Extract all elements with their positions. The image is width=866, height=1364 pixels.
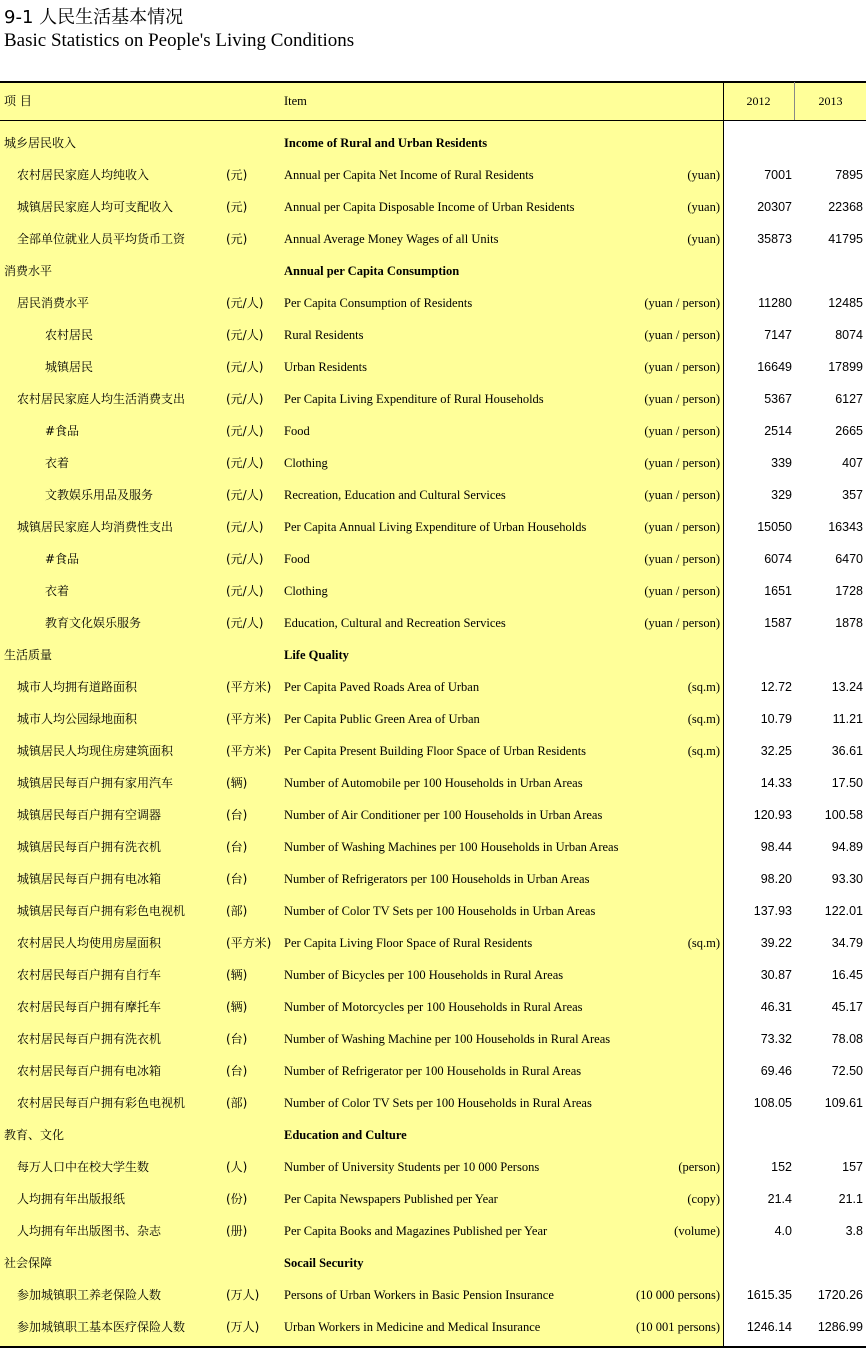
row-unit-en: (yuan / person) (644, 552, 720, 566)
row-label-en: Number of Bicycles per 100 Households in Rural Areas (284, 968, 564, 982)
value-2012: 21.4 (767, 1192, 792, 1206)
table-row (0, 1087, 866, 1119)
value-2012: 137.93 (753, 904, 792, 918)
value-2013: 94.89 (831, 840, 863, 854)
row-unit-en: (10 001 persons) (635, 1320, 720, 1334)
row-label-en: Annual per Capita Disposable Income of Urban Residents (284, 200, 575, 214)
row-unit-zh: (元/人) (226, 616, 264, 630)
row-unit-zh: (元/人) (226, 360, 264, 374)
table-row (0, 223, 866, 255)
row-label-zh: 城镇居民 (45, 360, 94, 374)
row-label-zh: 城镇居民人均现住房建筑面积 (17, 744, 174, 758)
value-2012: 98.20 (760, 872, 792, 886)
row-unit-en: (sq.m) (687, 712, 720, 726)
row-label-zh: 农村居民家庭人均纯收入 (17, 168, 150, 182)
table-row (0, 543, 866, 575)
row-unit-zh: (辆) (226, 968, 248, 982)
value-2013: 8074 (835, 328, 863, 342)
row-unit-en: (yuan) (687, 168, 720, 182)
table-row (0, 799, 866, 831)
value-2012: 39.22 (760, 936, 792, 950)
row-unit-en: (yuan / person) (644, 456, 720, 470)
table-row (0, 639, 866, 671)
row-label-zh: 城镇居民每百户拥有彩色电视机 (17, 904, 186, 918)
row-unit-zh: (元) (226, 200, 248, 214)
header-item-zh: 项 目 (4, 94, 32, 108)
value-2012: 4.0 (774, 1224, 792, 1238)
table-row (0, 1311, 866, 1343)
value-2012: 1587 (764, 616, 792, 630)
row-unit-en: (yuan / person) (644, 616, 720, 630)
row-label-zh: #食品 (45, 424, 80, 438)
row-unit-zh: (元/人) (226, 456, 264, 470)
value-2012: 329 (771, 488, 792, 502)
row-label-en: Socail Security (284, 1256, 364, 1270)
row-label-zh: 衣着 (45, 584, 70, 598)
table-row (0, 959, 866, 991)
value-2012: 30.87 (760, 968, 792, 982)
table-row (0, 511, 866, 543)
value-2013: 100.58 (824, 808, 863, 822)
row-unit-zh: (部) (226, 904, 248, 918)
value-2013: 157 (842, 1160, 863, 1174)
value-2012: 152 (771, 1160, 792, 1174)
row-label-en: Per Capita Annual Living Expenditure of Urban Households (284, 520, 587, 534)
row-label-zh: 城镇居民每百户拥有空调器 (17, 808, 162, 822)
row-unit-zh: (万人) (226, 1320, 260, 1334)
value-2012: 46.31 (760, 1000, 792, 1014)
row-label-zh: 农村居民每百户拥有摩托车 (17, 1000, 162, 1014)
table-row (0, 863, 866, 895)
row-label-zh: 城市人均公园绿地面积 (17, 712, 138, 726)
table-row (0, 191, 866, 223)
value-2013: 7895 (835, 168, 863, 182)
row-label-zh: 全部单位就业人员平均货币工资 (17, 232, 186, 246)
row-label-en: Number of Washing Machine per 100 Households in Rural Areas (284, 1032, 611, 1046)
row-label-zh: 教育、文化 (4, 1128, 65, 1142)
row-label-zh: 农村居民人均使用房屋面积 (17, 936, 162, 950)
row-label-en: Annual per Capita Net Income of Rural Residents (284, 168, 534, 182)
row-label-en: Number of University Students per 10 000 Persons (284, 1160, 540, 1174)
value-2012: 69.46 (760, 1064, 792, 1078)
row-unit-zh: (辆) (226, 776, 248, 790)
value-2013: 12485 (828, 296, 863, 310)
row-label-en: Urban Residents (284, 360, 367, 374)
row-unit-en: (volume) (674, 1224, 720, 1238)
header-year-2013: 2013 (818, 94, 843, 108)
row-label-en: Education, Cultural and Recreation Services (284, 616, 506, 630)
value-2012: 15050 (757, 520, 792, 534)
table-row (0, 703, 866, 735)
row-unit-zh: (平方米) (226, 936, 272, 950)
value-2013: 3.8 (845, 1224, 863, 1238)
table-row (0, 159, 866, 191)
value-2013: 78.08 (831, 1032, 863, 1046)
value-2013: 45.17 (831, 1000, 863, 1014)
table-row (0, 351, 866, 383)
row-unit-zh: (元/人) (226, 488, 264, 502)
value-2013: 2665 (835, 424, 863, 438)
table-bottom-rule (0, 1346, 866, 1348)
value-2013: 11.21 (832, 712, 863, 726)
row-label-en: Number of Automobile per 100 Households in Urban Areas (284, 776, 583, 790)
value-2012: 1651 (764, 584, 792, 598)
row-unit-zh: (人) (226, 1160, 248, 1174)
value-2013: 1286.99 (817, 1320, 863, 1334)
value-2013: 357 (842, 488, 863, 502)
table-row (0, 1119, 866, 1151)
row-label-zh: 参加城镇职工基本医疗保险人数 (17, 1320, 186, 1334)
table-row (0, 991, 866, 1023)
row-unit-en: (10 000 persons) (635, 1288, 720, 1302)
row-label-zh: 农村居民 (45, 328, 94, 342)
row-unit-en: (sq.m) (687, 744, 720, 758)
row-label-en: Clothing (284, 584, 328, 598)
table-row (0, 1247, 866, 1279)
row-unit-zh: (元/人) (226, 424, 264, 438)
row-label-en: Per Capita Public Green Area of Urban (284, 712, 480, 726)
row-label-en: Annual per Capita Consumption (284, 264, 460, 278)
value-2013: 21.1 (838, 1192, 863, 1206)
row-label-en: Number of Refrigerators per 100 Households in Urban Areas (284, 872, 590, 886)
value-2013: 17.50 (831, 776, 863, 790)
value-2012: 7147 (764, 328, 792, 342)
table-row (0, 1183, 866, 1215)
table-row (0, 831, 866, 863)
row-label-zh: 城镇居民每百户拥有家用汽车 (17, 776, 174, 790)
table-row (0, 1279, 866, 1311)
row-label-en: Urban Workers in Medicine and Medical Insurance (284, 1320, 541, 1334)
table-row (0, 255, 866, 287)
row-label-en: Number of Air Conditioner per 100 Households in Urban Areas (284, 808, 603, 822)
value-2013: 407 (842, 456, 863, 470)
value-2013: 16343 (828, 520, 863, 534)
row-unit-zh: (册) (226, 1224, 248, 1238)
value-2012: 16649 (757, 360, 792, 374)
row-unit-zh: (部) (226, 1096, 248, 1110)
table-row (0, 927, 866, 959)
row-unit-zh: (万人) (226, 1288, 260, 1302)
row-unit-en: (person) (678, 1160, 720, 1174)
value-2013: 1720.26 (817, 1288, 863, 1302)
row-label-en: Number of Washing Machines per 100 Households in Urban Areas (284, 840, 619, 854)
row-label-zh: 农村居民每百户拥有自行车 (17, 968, 162, 982)
row-unit-zh: (台) (226, 808, 248, 822)
value-2012: 73.32 (760, 1032, 792, 1046)
table-row (0, 1215, 866, 1247)
table-row (0, 479, 866, 511)
value-2012: 35873 (757, 232, 792, 246)
row-unit-en: (copy) (687, 1192, 720, 1206)
row-label-en: Clothing (284, 456, 328, 470)
row-unit-zh: (元/人) (226, 392, 264, 406)
row-label-zh: 城市人均拥有道路面积 (17, 680, 138, 694)
row-label-en: Number of Refrigerator per 100 Households in Rural Areas (284, 1064, 582, 1078)
row-label-zh: #食品 (45, 552, 80, 566)
table-row (0, 319, 866, 351)
row-unit-en: (yuan / person) (644, 424, 720, 438)
row-label-zh: 每万人口中在校大学生数 (17, 1160, 150, 1174)
row-label-en: Per Capita Books and Magazines Published per Year (284, 1224, 548, 1238)
value-2013: 122.01 (824, 904, 863, 918)
row-label-zh: 农村居民每百户拥有洗衣机 (17, 1032, 162, 1046)
value-2012: 1246.14 (746, 1320, 792, 1334)
row-label-zh: 参加城镇职工养老保险人数 (17, 1288, 162, 1302)
value-2012: 11280 (758, 296, 792, 310)
row-unit-zh: (平方米) (226, 680, 272, 694)
value-2012: 108.05 (753, 1096, 792, 1110)
row-label-zh: 人均拥有年出版图书、杂志 (17, 1224, 162, 1238)
table-row (0, 671, 866, 703)
value-2012: 1615.35 (746, 1288, 792, 1302)
page-title-chinese: 9-1 人民生活基本情况 (4, 7, 184, 28)
row-unit-zh: (台) (226, 1064, 248, 1078)
row-label-zh: 衣着 (45, 456, 70, 470)
table-row (0, 1055, 866, 1087)
row-unit-zh: (辆) (226, 1000, 248, 1014)
value-2012: 98.44 (760, 840, 792, 854)
row-unit-zh: (元) (226, 168, 248, 182)
row-label-en: Annual Average Money Wages of all Units (284, 232, 499, 246)
value-2012: 32.25 (760, 744, 792, 758)
value-2013: 6470 (835, 552, 863, 566)
table-row (0, 767, 866, 799)
row-label-zh: 社会保障 (4, 1256, 53, 1270)
value-2013: 1878 (835, 616, 863, 630)
row-label-zh: 城乡居民收入 (4, 136, 77, 150)
row-label-en: Number of Color TV Sets per 100 Households in Rural Areas (284, 1096, 592, 1110)
row-label-zh: 城镇居民家庭人均消费性支出 (17, 520, 174, 534)
row-unit-en: (sq.m) (687, 936, 720, 950)
row-unit-zh: (平方米) (226, 712, 272, 726)
row-label-zh: 教育文化娱乐服务 (45, 616, 142, 630)
table-row (0, 415, 866, 447)
table-row (0, 127, 866, 159)
row-label-en: Recreation, Education and Cultural Services (284, 488, 506, 502)
row-label-zh: 居民消费水平 (17, 296, 90, 310)
value-2013: 1728 (835, 584, 863, 598)
row-label-en: Per Capita Living Expenditure of Rural Households (284, 392, 544, 406)
value-2013: 16.45 (831, 968, 863, 982)
row-label-zh: 人均拥有年出版报纸 (17, 1192, 126, 1206)
row-label-en: Number of Motorcycles per 100 Households in Rural Areas (284, 1000, 583, 1014)
row-unit-zh: (台) (226, 840, 248, 854)
value-2012: 339 (771, 456, 792, 470)
row-unit-en: (yuan) (687, 200, 720, 214)
row-unit-zh: (元/人) (226, 328, 264, 342)
row-unit-en: (yuan / person) (644, 584, 720, 598)
row-unit-en: (yuan / person) (644, 296, 720, 310)
row-label-en: Per Capita Consumption of Residents (284, 296, 473, 310)
table-row (0, 1151, 866, 1183)
row-label-en: Life Quality (284, 648, 349, 662)
row-unit-zh: (平方米) (226, 744, 272, 758)
table-row (0, 287, 866, 319)
table-row (0, 575, 866, 607)
row-unit-en: (yuan / person) (644, 360, 720, 374)
row-label-en: Per Capita Living Floor Space of Rural Residents (284, 936, 533, 950)
table-row (0, 1023, 866, 1055)
row-label-en: Food (284, 552, 310, 566)
header-bottom-rule (0, 120, 866, 121)
row-unit-en: (yuan / person) (644, 392, 720, 406)
table-row (0, 447, 866, 479)
value-2013: 41795 (828, 232, 863, 246)
row-unit-en: (yuan) (687, 232, 720, 246)
row-unit-en: (yuan / person) (644, 488, 720, 502)
row-unit-zh: (元/人) (226, 520, 264, 534)
row-unit-zh: (元) (226, 232, 248, 246)
value-2012: 14.33 (760, 776, 792, 790)
row-label-zh: 城镇居民家庭人均可支配收入 (17, 200, 174, 214)
value-2013: 6127 (835, 392, 863, 406)
table-row (0, 895, 866, 927)
row-unit-zh: (台) (226, 1032, 248, 1046)
value-2012: 6074 (764, 552, 792, 566)
row-label-zh: 城镇居民每百户拥有洗衣机 (17, 840, 162, 854)
row-unit-zh: (份) (226, 1192, 248, 1206)
row-unit-zh: (元/人) (226, 584, 264, 598)
value-2013: 34.79 (831, 936, 863, 950)
value-2013: 36.61 (831, 744, 863, 758)
value-2012: 20307 (757, 200, 792, 214)
row-label-en: Income of Rural and Urban Residents (284, 136, 488, 150)
row-label-en: Persons of Urban Workers in Basic Pension Insurance (284, 1288, 554, 1302)
value-2012: 12.72 (760, 680, 792, 694)
value-2012: 2514 (764, 424, 792, 438)
value-2013: 13.24 (831, 680, 863, 694)
table-row (0, 735, 866, 767)
row-unit-en: (yuan / person) (644, 520, 720, 534)
row-label-en: Number of Color TV Sets per 100 Households in Urban Areas (284, 904, 596, 918)
row-unit-en: (yuan / person) (644, 328, 720, 342)
row-label-zh: 农村居民每百户拥有电冰箱 (17, 1064, 162, 1078)
row-label-zh: 农村居民每百户拥有彩色电视机 (17, 1096, 186, 1110)
row-label-zh: 消费水平 (4, 264, 53, 278)
value-2013: 17899 (828, 360, 863, 374)
row-label-en: Per Capita Newspapers Published per Year (284, 1192, 498, 1206)
row-label-en: Per Capita Present Building Floor Space of Urban Residents (284, 744, 587, 758)
row-unit-en: (sq.m) (687, 680, 720, 694)
value-2012: 5367 (764, 392, 792, 406)
row-label-en: Education and Culture (284, 1128, 407, 1142)
row-label-zh: 农村居民家庭人均生活消费支出 (17, 392, 186, 406)
row-label-zh: 生活质量 (4, 648, 53, 662)
table-row (0, 607, 866, 639)
row-unit-zh: (元/人) (226, 552, 264, 566)
page-title-english: Basic Statistics on People's Living Conditions (4, 30, 355, 51)
value-2012: 120.93 (753, 808, 792, 822)
row-unit-zh: (台) (226, 872, 248, 886)
header-item-en: Item (284, 94, 307, 108)
row-label-en: Rural Residents (284, 328, 364, 342)
row-label-zh: 文教娱乐用品及服务 (45, 488, 154, 502)
header-year-2012: 2012 (746, 94, 771, 108)
value-2012: 7001 (764, 168, 792, 182)
value-2013: 72.50 (831, 1064, 863, 1078)
row-label-zh: 城镇居民每百户拥有电冰箱 (17, 872, 162, 886)
row-unit-zh: (元/人) (226, 296, 264, 310)
value-2013: 22368 (828, 200, 863, 214)
value-2012: 10.79 (760, 712, 792, 726)
value-2013: 93.30 (831, 872, 863, 886)
row-label-en: Per Capita Paved Roads Area of Urban (284, 680, 480, 694)
table-row (0, 383, 866, 415)
value-2013: 109.61 (824, 1096, 863, 1110)
row-label-en: Food (284, 424, 310, 438)
